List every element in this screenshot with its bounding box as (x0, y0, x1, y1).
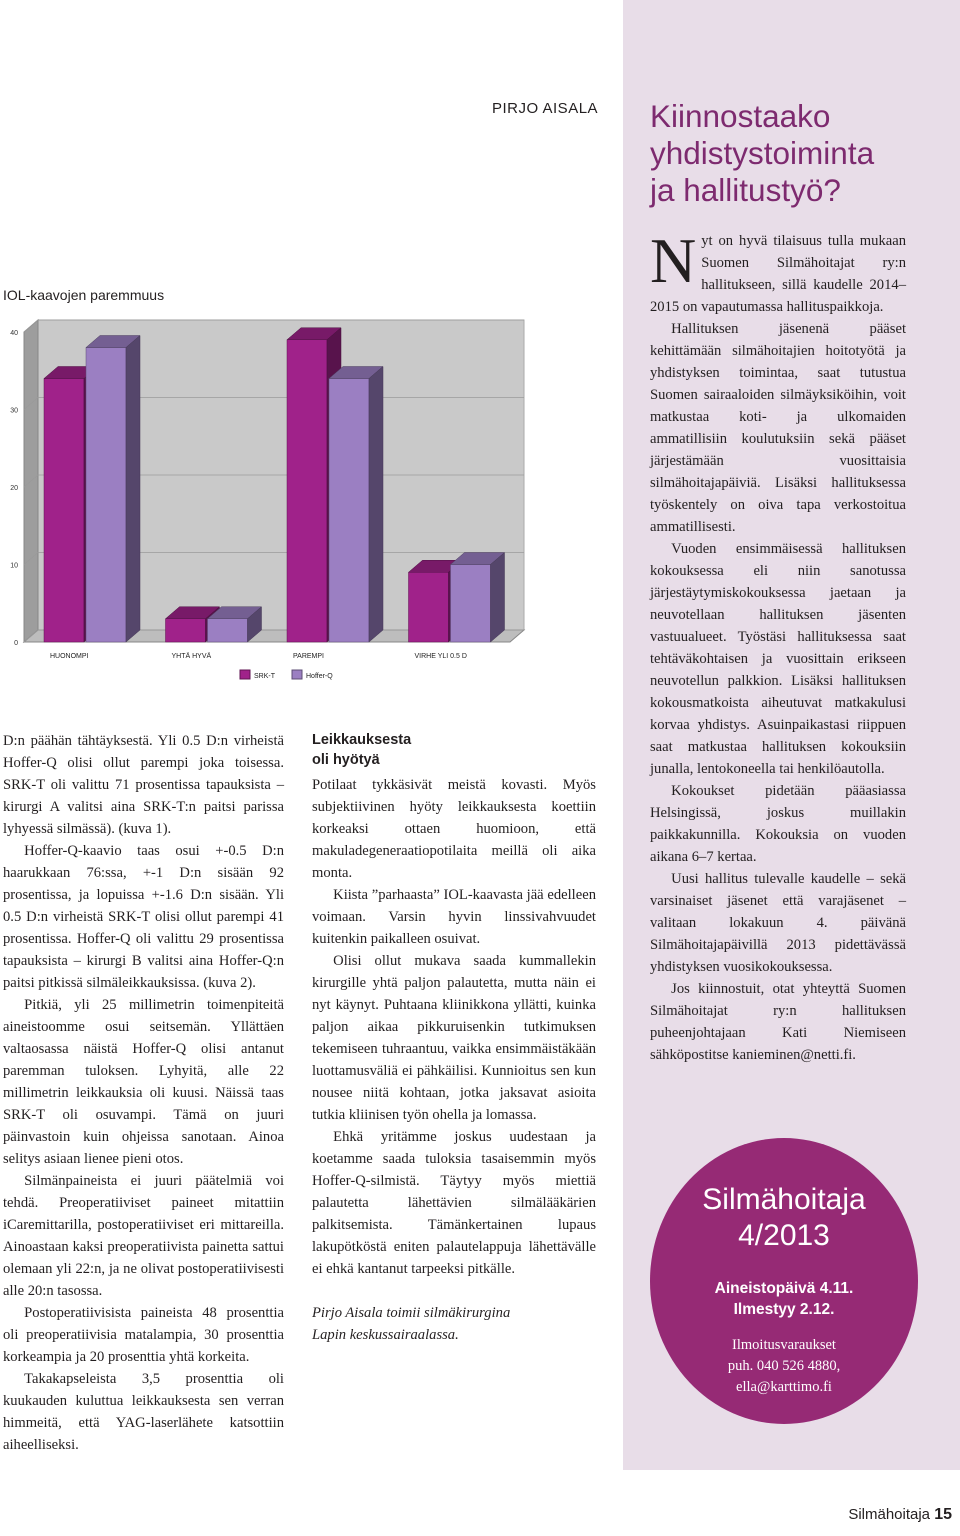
contact-phone: puh. 040 526 4880, (727, 1358, 841, 1374)
author-name: PIRJO AISALA (492, 100, 599, 117)
paragraph (650, 225, 906, 318)
contact-label: Ilmoitusvaraukset (732, 1337, 836, 1353)
chart-title: IOL-kaavojen paremmuus (3, 287, 165, 303)
paragraph: Hoffer-Q-kaavio taas osui +-0.5 D:n haarukkaan 76:ssa, +-1 D:n sisään 92 prosentissa, ja lopuissa +-1.6 D:n sisään. Yli 0.5 D:n virheistä SRK-T olisi ollut parempi 41 prosentissa. Hoffer-Q oli valittu 29 prosentissa tapauksista – kirurgi B valitsi aina Hoffer-Q:n paitsi pitkissä silmäleikkauksissa. (kuva 2). (3, 843, 284, 991)
legend-label: Hoffer-Q (306, 673, 333, 680)
y-tick-label: 20 (10, 485, 18, 492)
y-tick-label: 10 (10, 562, 18, 570)
paragraph: Kokoukset pidetään pääasiassa Helsingissä, joskus muillakin paikkakunnilla. Kokouksia on vuoden aikana 6–7 kertaa. (650, 783, 906, 865)
material-date: Aineistopäivä 4.11. (714, 1280, 854, 1297)
sidebar-text (650, 225, 906, 1066)
paragraph: Silmänpaineista ei juuri päätelmiä voi tehdä. Preoperatiiviset paineet mitattiin iCaremittarilla, postoperatiiviset eri mittareilla. Ainoastaan kaksi preoperatiivista painetta sattui olemaan yli 22:n, ja ne olivat postoperatiivisesti alle 20:n tasossa. (3, 1173, 284, 1299)
bar-side (369, 367, 383, 643)
bar-srk-t (166, 619, 206, 642)
paragraph: Pitkiä, yli 25 millimetrin toimenpiteitä aineistoomme osui seitsemän. Yllättäen valtaosassa näistä Hoffer-Q olisi antanut paremman tuloksen. Lyhyitä, alle 22 millimetrin leikkauksia oli kuusi. Näissä taas SRK-T oli osuvampi. Tämä on juuri päinvastoin kuin ohjeissa sanotaan. Ainoa selitys asiaan lienee pieni otos. (3, 997, 284, 1167)
bar-hoffer-q (86, 348, 126, 643)
y-tick-label: 0 (14, 640, 18, 647)
paragraph: Potilaat tykkäsivät meistä kovasti. Myös subjektiivinen hyöty leikkauksesta koettiin korkeaksi ottaen huomioon, että makuladegeneraatiopotilaita meillä oli aika monta. (312, 777, 596, 881)
y-tick-label: 30 (10, 407, 18, 415)
paragraph: Vuoden ensimmäisessä hallituksen kokouksessa eli niin sanotussa järjestäytymiskokouksessa jaetaan ja neuvotellaan hallituksen jäsenten vastuualueet. Työstäsi hallituksessa saat tehtäväkohtaisen ja vuosittain erikseen neuvotellun palkkion. Lisäksi hallituksen kokousmatkoista aiheutuvat matkakulusi korvaa yhdistys. Asuinpaikastasi riippuen saat matkustaa hallituksen kokouksiin junalla, lentokoneella tai henkilöautolla. (650, 541, 906, 777)
publish-date: Ilmestyy 2.12. (733, 1301, 835, 1318)
magazine-name: Silmähoitaja (848, 1506, 931, 1523)
paragraph: D:n päähän tähtäyksestä. Yli 0.5 D:n virheistä Hoffer-Q olisi ollut parempi joka toisessa. SRK-T oli valittu 71 prosentissa tapauksista – kirurgi A valitsi aina SRK-T:n paitsi parissa lyhyessä silmässä). (kuva 1). (3, 733, 284, 837)
article-column-1 (3, 730, 284, 1456)
paragraph: Takakapseleista 3,5 prosenttia oli kuukauden kuluttua leikkauksesta sen verran himmeitä, että YAG-laserlähete katsottiin aiheelliseksi. (3, 1371, 284, 1453)
paragraph-text: yt on hyvä tilaisuus tulla mukaan Suomen Silmähoitajat ry:n hallitukseen, sillä kaudelle 2014–2015 on vapautumassa hallituspaikkoja. (650, 233, 906, 315)
bar-hoffer-q (329, 379, 369, 643)
bar-side (491, 553, 505, 643)
bar-srk-t (287, 340, 327, 642)
author-signature (312, 1302, 596, 1346)
sidebar-title (650, 98, 940, 209)
badge-contact (650, 1335, 918, 1398)
heading-line: Leikkauksesta (312, 732, 412, 748)
heading-line: oli hyötyä (312, 752, 380, 768)
badge-title (650, 1182, 918, 1254)
paragraph: Postoperatiivisista paineista 48 prosenttia oli preoperatiivisia matalampia, 30 prosenttia korkeampia ja 20 prosenttia yhtä korkeita. (3, 1305, 284, 1365)
article-column-2 (312, 730, 596, 1346)
x-tick-label: PAREMPI (293, 653, 324, 660)
paragraph: Olisi ollut mukava saada kummallekin kirurgille yhtä paljon palautetta, mutta näin ei nyt käynyt. Puhtaana kliinikkona yllätti, kuinka paljon aikaa pikkuruisenkin tutkimuksen tekemiseen tuhraantuu, vaikka ensimmäistäkään luottamusväliä ei pähkäilisi. Kunnioitus sen kun nousee niitä kohtaan, jotka jaksavat asioita tutkia kliinisen työn ohella ja lomassa. (312, 953, 596, 1123)
paragraph: Uusi hallitus tulevalle kaudelle – sekä varsinaiset jäsenet että varajäsenet – valitaan lokakuun 4. päivänä Silmähoitajapäivillä 2013 pidettävässä yhdistyksen vuosikokouksessa. (650, 871, 906, 975)
legend-label: SRK-T (254, 673, 275, 680)
paragraph: Hallituksen jäsenenä pääset kehittämään silmähoitajien hoitotyötä ja yhdistyksen toimintaa, saat tutustua Suomen sairaaloiden silmäyksiköihin, voit matkustaa koti- ja ulkomaiden ammatillisiin koulutuksiin sekä pääset järjestämään vuosittaisia silmähoitajapäiviä. Lisäksi hallituksessa työskentely on oiva tapa verkostoitua ammatillisesti. (650, 321, 906, 535)
bar-side (126, 336, 140, 643)
title-line: ja hallitustyö? (650, 172, 841, 208)
x-tick-label: YHTÄ HYVÄ (171, 653, 212, 660)
signature-line: Pirjo Aisala toimii silmäkirurgina (312, 1305, 511, 1321)
contact-email: ella@karttimo.fi (736, 1379, 832, 1395)
badge-dates (650, 1278, 918, 1320)
title-line: yhdistystoiminta (650, 135, 875, 171)
signature-line: Lapin keskussairaalassa. (312, 1327, 459, 1343)
chart-svg (0, 312, 620, 696)
legend-swatch (292, 670, 302, 679)
x-tick-label: VIRHE YLI 0.5 D (414, 653, 467, 660)
section-heading (312, 730, 596, 770)
paragraph: Ehkä yritämme joskus uudestaan ja koetamme saada tuloksia tasaisemmin myös Hoffer-Q-silmistä. Täytyy myös miettiä palautetta lähettävien silmälääkärien palkitsemista. Tämänkertainen lupaus lakupötköstä eniten palautelappuja lähettävälle ei ehkä kantanut tarpeeksi pitkälle. (312, 1129, 596, 1277)
badge-title-line: Silmähoitaja (702, 1183, 866, 1216)
bar-hoffer-q (208, 619, 248, 642)
paragraph: Kiista ”parhaasta” IOL-kaavasta jää edelleen voimaan. Varsin hyvin linssivahvuudet kuitenkin paikalleen osuivat. (312, 887, 596, 947)
bar-chart (0, 312, 620, 696)
badge-title-line: 4/2013 (738, 1219, 830, 1252)
drop-cap: N (650, 225, 697, 296)
bar-srk-t (409, 572, 449, 642)
issue-badge (650, 1138, 918, 1424)
paragraph: Jos kiinnostuit, otat yhteyttä Suomen Silmähoitajat ry:n hallituksen puheenjohtajaan Kati Niemiseen sähköpostitse kanieminen@netti.fi. (650, 981, 906, 1063)
legend-swatch (240, 670, 250, 679)
y-tick-label: 40 (10, 330, 18, 337)
bar-hoffer-q (451, 565, 491, 643)
x-tick-label: HUONOMPI (50, 653, 89, 660)
page-number: 15 (934, 1506, 952, 1523)
page-footer (848, 1506, 952, 1524)
bar-srk-t (44, 379, 84, 643)
title-line: Kiinnostaako (650, 98, 831, 134)
